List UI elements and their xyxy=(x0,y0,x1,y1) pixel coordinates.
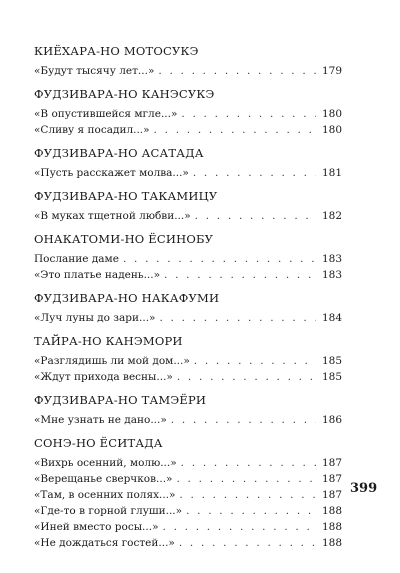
section-title: ФУДЗИВАРА-НО ТАМЭЁРИ xyxy=(34,393,207,407)
section-title: ФУДЗИВАРА-НО КАНЭСУКЭ xyxy=(34,87,215,101)
entry-title: Послание даме xyxy=(34,253,119,265)
entry-title: «Сливу я посадил...» xyxy=(34,124,150,136)
dot-leader xyxy=(177,371,316,384)
entry-title: «Пусть расскажет молва...» xyxy=(34,167,189,179)
entry-page-number: 187 xyxy=(321,457,342,469)
table-of-contents xyxy=(34,44,342,559)
entry-page-number: 185 xyxy=(321,355,342,367)
entry-page-number: 182 xyxy=(321,210,342,222)
entry-page-number: 181 xyxy=(321,167,342,179)
toc-entry xyxy=(34,355,342,368)
entry-title: «В муках тщетной любви...» xyxy=(34,210,191,222)
entry-page-number: 179 xyxy=(321,65,342,77)
dot-leader xyxy=(179,537,316,550)
dot-leader xyxy=(181,108,316,121)
toc-entry xyxy=(34,167,342,180)
dot-leader xyxy=(193,167,316,180)
dot-leader xyxy=(158,65,316,78)
toc-section-motosuke xyxy=(34,44,342,78)
entry-page-number: 187 xyxy=(321,473,342,485)
dot-leader xyxy=(176,473,316,486)
toc-section-yoshinobu xyxy=(34,232,342,282)
dot-leader xyxy=(181,457,316,470)
entry-title: «Вихрь осенний, молю...» xyxy=(34,457,177,469)
toc-entry xyxy=(34,210,342,223)
toc-entry xyxy=(34,124,342,137)
dot-leader xyxy=(154,124,316,137)
entry-title: «Луч луны до зари...» xyxy=(34,312,156,324)
toc-section-kanesuke xyxy=(34,87,342,137)
toc-section-nakafumi xyxy=(34,291,342,325)
toc-entry xyxy=(34,65,342,78)
toc-entry xyxy=(34,371,342,384)
dot-leader xyxy=(171,414,316,427)
dot-leader xyxy=(164,269,316,282)
section-title: ОНАКАТОМИ-НО ЁСИНОБУ xyxy=(34,232,214,246)
entry-page-number: 183 xyxy=(321,269,342,281)
section-title: КИЁХАРА-НО МОТОСУКЭ xyxy=(34,44,199,58)
dot-leader xyxy=(123,253,316,266)
toc-section-asatada xyxy=(34,146,342,180)
toc-section-tameyori xyxy=(34,393,342,427)
toc-section-takamitsu xyxy=(34,189,342,223)
entry-page-number: 188 xyxy=(321,521,342,533)
entry-page-number: 180 xyxy=(321,124,342,136)
section-title: ФУДЗИВАРА-НО ТАКАМИЦУ xyxy=(34,189,218,203)
toc-entry xyxy=(34,537,342,550)
dot-leader xyxy=(179,489,316,502)
section-title: ТАЙРА-НО КАНЭМОРИ xyxy=(34,334,183,348)
toc-entry xyxy=(34,253,342,266)
toc-entry xyxy=(34,505,342,518)
toc-entry xyxy=(34,473,342,486)
toc-section-yoshitada xyxy=(34,436,342,550)
entry-title: «Там, в осенних полях...» xyxy=(34,489,176,501)
entry-title: «Где-то в горной глуши...» xyxy=(34,505,183,517)
entry-page-number: 180 xyxy=(321,108,342,120)
entry-title: «Разглядишь ли мой дом...» xyxy=(34,355,190,367)
toc-entry xyxy=(34,269,342,282)
entry-page-number: 185 xyxy=(321,371,342,383)
section-title: СОНЭ-НО ЁСИТАДА xyxy=(34,436,163,450)
toc-section-kanemori xyxy=(34,334,342,384)
dot-leader xyxy=(186,505,316,518)
entry-page-number: 186 xyxy=(321,414,342,426)
entry-title: «Будут тысячу лет...» xyxy=(34,65,155,77)
toc-entry xyxy=(34,414,342,427)
toc-entry xyxy=(34,312,342,325)
entry-title: «Мне узнать не дано...» xyxy=(34,414,167,426)
entry-page-number: 183 xyxy=(321,253,342,265)
dot-leader xyxy=(163,521,317,534)
entry-page-number: 184 xyxy=(321,312,342,324)
toc-entry xyxy=(34,489,342,502)
toc-entry xyxy=(34,108,342,121)
entry-title: «Не дождаться гостей...» xyxy=(34,537,175,549)
dot-leader xyxy=(159,312,316,325)
dot-leader xyxy=(194,355,316,368)
entry-title: «Ждут прихода весны...» xyxy=(34,371,173,383)
section-title: ФУДЗИВАРА-НО АСАТАДА xyxy=(34,146,204,160)
section-title: ФУДЗИВАРА-НО НАКАФУМИ xyxy=(34,291,220,305)
entry-title: «Иней вместо росы...» xyxy=(34,521,159,533)
page-number: 399 xyxy=(350,481,378,496)
entry-page-number: 188 xyxy=(321,537,342,549)
entry-title: «В опустившейся мгле...» xyxy=(34,108,178,120)
dot-leader xyxy=(195,210,316,223)
entry-page-number: 187 xyxy=(321,489,342,501)
entry-title: «Верещанье сверчков...» xyxy=(34,473,173,485)
entry-title: «Это платье надень...» xyxy=(34,269,161,281)
toc-entry xyxy=(34,457,342,470)
entry-page-number: 188 xyxy=(321,505,342,517)
toc-entry xyxy=(34,521,342,534)
